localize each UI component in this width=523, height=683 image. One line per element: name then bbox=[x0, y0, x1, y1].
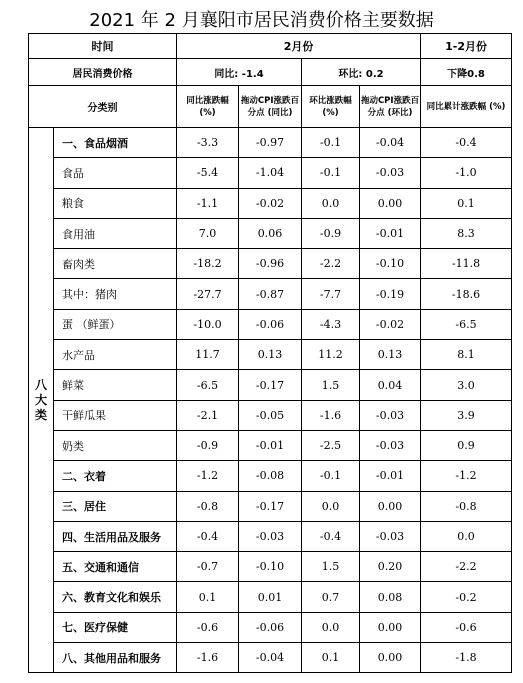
value-cum: 8.3 bbox=[421, 218, 512, 248]
value-pull-yoy: 0.01 bbox=[239, 582, 302, 612]
category-name: 食用油 bbox=[54, 218, 177, 248]
table-row bbox=[29, 309, 512, 339]
value-pull-mom: -0.03 bbox=[360, 158, 421, 188]
value-pull-mom: -0.19 bbox=[360, 279, 421, 309]
value-pull-mom: 0.00 bbox=[360, 491, 421, 521]
value-pull-mom: -0.01 bbox=[360, 461, 421, 491]
value-pull-yoy: -0.06 bbox=[239, 309, 302, 339]
table-row bbox=[29, 279, 512, 309]
value-cum: -6.5 bbox=[421, 309, 512, 339]
value-mom: -0.1 bbox=[302, 158, 360, 188]
side-label-eight-categories bbox=[29, 128, 54, 673]
header-row-columns bbox=[29, 86, 512, 128]
table-row bbox=[29, 158, 512, 188]
value-mom: 0.1 bbox=[302, 643, 360, 673]
value-yoy: -0.9 bbox=[177, 430, 239, 460]
value-mom: 0.0 bbox=[302, 612, 360, 642]
table-row bbox=[29, 340, 512, 370]
category-name: 蛋 （鲜蛋） bbox=[54, 309, 177, 339]
table-row bbox=[29, 218, 512, 248]
value-pull-mom: 0.00 bbox=[360, 188, 421, 218]
value-mom: -4.3 bbox=[302, 309, 360, 339]
value-pull-yoy: 0.13 bbox=[239, 340, 302, 370]
value-pull-yoy: -0.17 bbox=[239, 491, 302, 521]
table-row bbox=[29, 461, 512, 491]
value-pull-mom: -0.03 bbox=[360, 521, 421, 551]
category-name: 畜肉类 bbox=[54, 249, 177, 279]
value-cum: -0.6 bbox=[421, 612, 512, 642]
cumulative-header: 1-2月份 bbox=[421, 34, 512, 59]
side-label-char: 类 bbox=[34, 407, 47, 422]
value-pull-yoy: -0.17 bbox=[239, 370, 302, 400]
header-row-time bbox=[29, 34, 512, 59]
category-name: 食品 bbox=[54, 158, 177, 188]
value-pull-yoy: -0.01 bbox=[239, 430, 302, 460]
value-pull-mom: 0.00 bbox=[360, 612, 421, 642]
cpi-label: 居民消费价格 bbox=[29, 59, 177, 86]
category-name: 四、生活用品及服务 bbox=[54, 521, 177, 551]
value-cum: -1.2 bbox=[421, 461, 512, 491]
table-row bbox=[29, 430, 512, 460]
col-yoy-header: 同比涨跌幅 (%) bbox=[177, 86, 239, 128]
month-header: 2月份 bbox=[177, 34, 421, 59]
value-cum: -11.8 bbox=[421, 249, 512, 279]
value-pull-mom: 0.04 bbox=[360, 370, 421, 400]
value-mom: 11.2 bbox=[302, 340, 360, 370]
value-pull-yoy: -1.04 bbox=[239, 158, 302, 188]
value-yoy: 11.7 bbox=[177, 340, 239, 370]
value-yoy: -1.6 bbox=[177, 643, 239, 673]
time-header: 时间 bbox=[29, 34, 177, 59]
value-cum: 3.9 bbox=[421, 400, 512, 430]
table-row bbox=[29, 643, 512, 673]
cpi-table bbox=[28, 33, 512, 673]
value-pull-mom: -0.03 bbox=[360, 430, 421, 460]
value-yoy: -18.2 bbox=[177, 249, 239, 279]
side-label-char: 八 bbox=[34, 377, 47, 392]
value-yoy: -0.6 bbox=[177, 612, 239, 642]
col-pull-yoy-header: 拖动CPI涨跌百分点 (同比) bbox=[239, 86, 302, 128]
value-pull-yoy: -0.96 bbox=[239, 249, 302, 279]
category-name: 六、教育文化和娱乐 bbox=[54, 582, 177, 612]
value-pull-mom: -0.03 bbox=[360, 400, 421, 430]
value-yoy: -5.4 bbox=[177, 158, 239, 188]
col-pull-mom-header: 拖动CPI涨跌百分点 (环比) bbox=[360, 86, 421, 128]
side-label-char: 大 bbox=[34, 392, 47, 407]
category-name: 鲜菜 bbox=[54, 370, 177, 400]
value-pull-yoy: -0.10 bbox=[239, 552, 302, 582]
category-name: 七、医疗保健 bbox=[54, 612, 177, 642]
value-mom: -0.1 bbox=[302, 128, 360, 158]
value-mom: -2.5 bbox=[302, 430, 360, 460]
page-title: 2021 年 2 月襄阳市居民消费价格主要数据 bbox=[89, 10, 434, 31]
value-cum: 0.9 bbox=[421, 430, 512, 460]
value-mom: -0.4 bbox=[302, 521, 360, 551]
value-yoy: -27.7 bbox=[177, 279, 239, 309]
value-cum: -1.0 bbox=[421, 158, 512, 188]
category-name: 其中：猪肉 bbox=[54, 279, 177, 309]
value-mom: 0.7 bbox=[302, 582, 360, 612]
col-mom-header: 环比涨跌幅(%) bbox=[302, 86, 360, 128]
category-name: 干鲜瓜果 bbox=[54, 400, 177, 430]
table-row bbox=[29, 552, 512, 582]
category-name: 奶类 bbox=[54, 430, 177, 460]
value-pull-mom: 0.13 bbox=[360, 340, 421, 370]
value-yoy: -0.7 bbox=[177, 552, 239, 582]
category-name: 三、居住 bbox=[54, 491, 177, 521]
value-yoy: -2.1 bbox=[177, 400, 239, 430]
header-row-cpi bbox=[29, 59, 512, 86]
col-cum-header: 同比累计涨跌幅 (%) bbox=[421, 86, 512, 128]
value-mom: 1.5 bbox=[302, 370, 360, 400]
cpi-yoy: 同比: -1.4 bbox=[177, 59, 302, 86]
value-pull-mom: -0.04 bbox=[360, 128, 421, 158]
value-mom: 0.0 bbox=[302, 188, 360, 218]
value-mom: -2.2 bbox=[302, 249, 360, 279]
table-row bbox=[29, 370, 512, 400]
cpi-mom: 环比: 0.2 bbox=[302, 59, 421, 86]
value-mom: -0.9 bbox=[302, 218, 360, 248]
value-cum: -0.2 bbox=[421, 582, 512, 612]
value-pull-mom: 0.08 bbox=[360, 582, 421, 612]
value-mom: 0.0 bbox=[302, 491, 360, 521]
value-pull-yoy: 0.06 bbox=[239, 218, 302, 248]
table-row bbox=[29, 188, 512, 218]
value-cum: -18.6 bbox=[421, 279, 512, 309]
value-mom: -1.6 bbox=[302, 400, 360, 430]
value-pull-mom: 0.00 bbox=[360, 643, 421, 673]
cpi-cumulative: 下降0.8 bbox=[421, 59, 512, 86]
value-yoy: -1.1 bbox=[177, 188, 239, 218]
category-name: 二、衣着 bbox=[54, 461, 177, 491]
value-pull-yoy: -0.97 bbox=[239, 128, 302, 158]
category-name: 水产品 bbox=[54, 340, 177, 370]
value-pull-yoy: -0.02 bbox=[239, 188, 302, 218]
table-row bbox=[29, 400, 512, 430]
value-cum: 3.0 bbox=[421, 370, 512, 400]
value-cum: -2.2 bbox=[421, 552, 512, 582]
table-row bbox=[29, 521, 512, 551]
value-yoy: -6.5 bbox=[177, 370, 239, 400]
value-pull-yoy: -0.04 bbox=[239, 643, 302, 673]
value-cum: 0.1 bbox=[421, 188, 512, 218]
category-header: 分类别 bbox=[29, 86, 177, 128]
value-mom: -0.1 bbox=[302, 461, 360, 491]
value-pull-mom: -0.01 bbox=[360, 218, 421, 248]
table-row bbox=[29, 128, 512, 158]
value-pull-yoy: -0.06 bbox=[239, 612, 302, 642]
category-name: 一、食品烟酒 bbox=[54, 128, 177, 158]
value-mom: 1.5 bbox=[302, 552, 360, 582]
value-yoy: -10.0 bbox=[177, 309, 239, 339]
table-row bbox=[29, 491, 512, 521]
value-cum: 8.1 bbox=[421, 340, 512, 370]
table-row bbox=[29, 249, 512, 279]
category-name: 八、其他用品和服务 bbox=[54, 643, 177, 673]
value-pull-yoy: -0.03 bbox=[239, 521, 302, 551]
category-name: 粮食 bbox=[54, 188, 177, 218]
value-yoy: -1.2 bbox=[177, 461, 239, 491]
value-mom: -7.7 bbox=[302, 279, 360, 309]
value-pull-mom: -0.02 bbox=[360, 309, 421, 339]
value-pull-yoy: -0.05 bbox=[239, 400, 302, 430]
value-pull-mom: 0.20 bbox=[360, 552, 421, 582]
value-cum: -1.8 bbox=[421, 643, 512, 673]
table-row bbox=[29, 582, 512, 612]
value-pull-yoy: -0.08 bbox=[239, 461, 302, 491]
value-yoy: -0.8 bbox=[177, 491, 239, 521]
value-yoy: 7.0 bbox=[177, 218, 239, 248]
table-row bbox=[29, 612, 512, 642]
value-cum: -0.8 bbox=[421, 491, 512, 521]
value-cum: 0.0 bbox=[421, 521, 512, 551]
value-cum: -0.4 bbox=[421, 128, 512, 158]
value-yoy: 0.1 bbox=[177, 582, 239, 612]
value-pull-yoy: -0.87 bbox=[239, 279, 302, 309]
value-pull-mom: -0.10 bbox=[360, 249, 421, 279]
value-yoy: -0.4 bbox=[177, 521, 239, 551]
value-yoy: -3.3 bbox=[177, 128, 239, 158]
category-name: 五、交通和通信 bbox=[54, 552, 177, 582]
